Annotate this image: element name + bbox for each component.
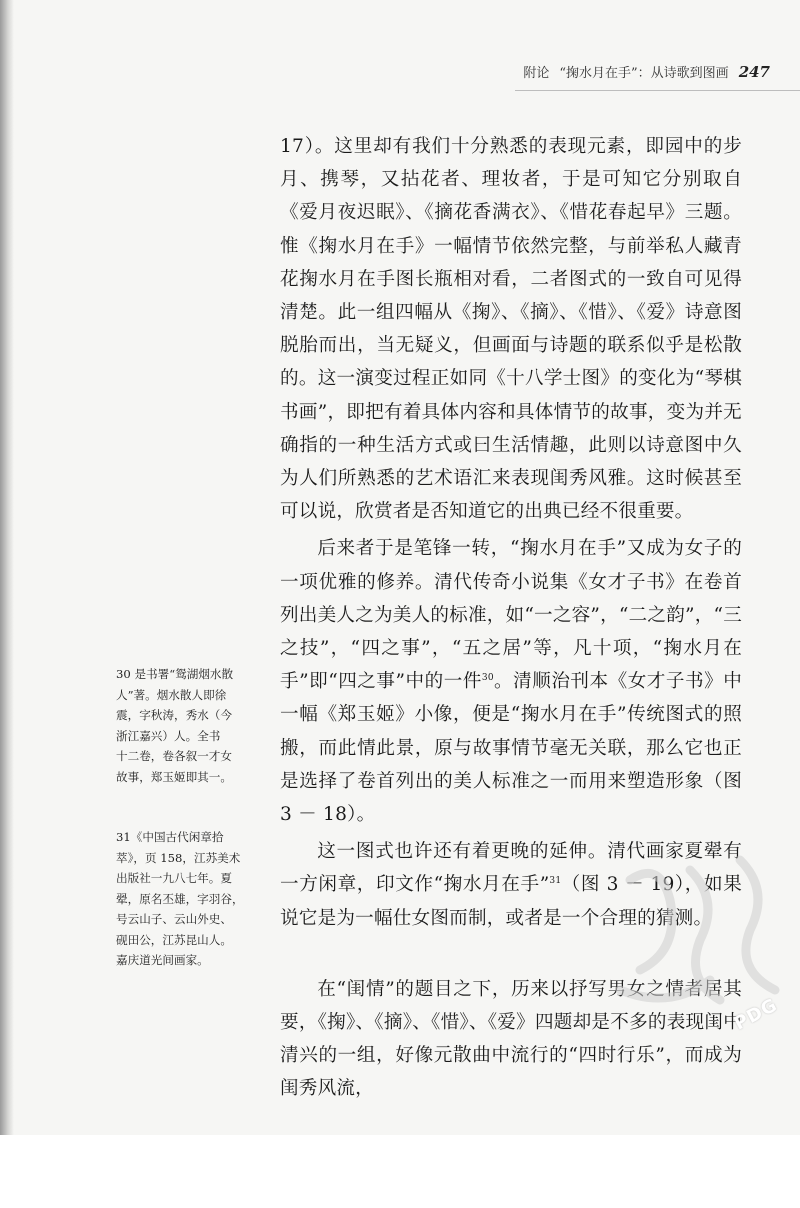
note-line: 31《中国古代闲章拾 — [116, 830, 224, 844]
text-line: 17）。这里却有我们十分熟悉的表现元素，即园中的步月、 — [280, 136, 742, 191]
paragraph-2 — [280, 532, 742, 831]
footnote-31 — [116, 827, 258, 971]
note-line: 人”著。烟水散人即徐 — [116, 687, 227, 702]
note-line: 翚，原名丕雄，字羽谷， — [116, 891, 244, 906]
text-line: 中的一件 — [405, 671, 482, 693]
text-line: 的出典已经不很重要。 — [505, 501, 694, 523]
text-line: 《掬》、《摘》、《惜》、《爱》四题却是不多的表现闺中清兴的 — [280, 1012, 742, 1067]
footnote-ref-30: 30 — [481, 673, 494, 684]
watermark-text: PDG — [730, 994, 782, 1035]
page-bottom-margin — [0, 1135, 800, 1208]
footnote-ref-31: 31 — [549, 876, 562, 887]
text-line: 之事”，“五之居”等，凡十项，“掬水月在手”即“四之事” — [280, 638, 742, 693]
text-line: 在手》一幅情节依然完整，与前举私人藏青花掬水月在手 — [280, 235, 742, 290]
page-gutter-shadow — [0, 0, 14, 1150]
note-line: 出版社一九八七年。夏 — [116, 871, 232, 885]
header-section: 附论 — [523, 66, 550, 81]
text-line: （图 3 － 19），如果说它 — [280, 874, 742, 929]
text-line: 是为一幅仕女图而制，或者是一个合理的猜测。 — [317, 907, 713, 929]
paragraph-1 — [280, 130, 742, 528]
note-line: 十二卷，卷各叙一才女 — [116, 749, 232, 763]
running-header — [523, 62, 770, 81]
text-line: 迟眠》、《摘花香满衣》、《惜花春起早》三题。惟《掬水月 — [280, 202, 742, 257]
text-line: 携琴，又拈花者、理妆者，于是可知它分别取自《爱月夜 — [280, 169, 742, 224]
text-line: 后来者于是笔锋一转，“掬水月在手”又成为女子的一 — [280, 538, 742, 593]
text-line: 项优雅的修养。清代传奇小说集《女才子书》在卷首列出 — [280, 571, 743, 626]
note-line: 砚田公，江苏昆山人。 — [116, 932, 232, 947]
text-line: 美人之为美人的标准，如“一之容”，“二之韵”，“三之技”，“四 — [280, 604, 742, 660]
page-number: 247 — [738, 63, 770, 81]
text-line: 内容和具体情节的故事，变为并无确指的一种生活方式或 — [280, 401, 742, 456]
note-line: 震，字秋涛，秀水（今 — [116, 708, 232, 722]
text-line: 便是“掬水月在手”传统图式的照搬，而此情此景，原与 — [280, 704, 742, 759]
text-line: 一组，好像元散曲中流行的“四时行乐”，而成为闺秀风流， — [280, 1045, 742, 1100]
footnote-30 — [116, 664, 258, 787]
text-line: 。清顺治刊本《女才子书》中一幅《郑玉姬》小像， — [280, 671, 742, 726]
text-line: 如同《十八学士图》的变化为“琴棋书画”，即把有着具体 — [280, 368, 742, 423]
note-line: 30 是书署“鸳湖烟水散 — [116, 667, 234, 681]
header-title: “掬水月在手”：从诗歌到图画 — [559, 66, 729, 81]
note-line: 嘉庆道光间画家。 — [116, 953, 209, 967]
text-line: 这一图式也许还有着更晚的延伸。清代画家夏翚有一 — [280, 841, 742, 896]
text-line: 标准之一而用来塑造形象（图 3 － 18）。 — [280, 770, 742, 826]
note-line: 萃》，页 158，江苏美术 — [116, 850, 241, 865]
text-line: 故事情节毫无关联，那么它也正是选择了卷首列出的美人 — [280, 737, 742, 792]
text-line: 在“闺情”的题目之下，历来以抒写男女之情者居其要， — [280, 978, 742, 1034]
note-line: 号云山子、云山外史、 — [116, 912, 232, 926]
text-line: 幅从《掬》、《摘》、《惜》、《爱》诗意图脱胎而出，当无疑 — [280, 302, 743, 357]
text-line: 义，但画面与诗题的联系似乎是松散的。这一演变过程正 — [280, 335, 742, 390]
text-line: 方闲章，印文作“掬水月在手” — [299, 874, 550, 896]
text-line: 图长瓶相对看，二者图式的一致自可见得清楚。此一组四 — [280, 268, 742, 324]
note-line: 故事，郑玉姬即其一。 — [116, 769, 232, 784]
note-line: 浙江嘉兴）人。全书 — [116, 728, 221, 743]
text-line: 来表现闺秀风雅。这时候甚至可以说，欣赏者是否知道它 — [280, 468, 742, 523]
text-line: 曰生活情趣，此则以诗意图中久为人们所熟悉的艺术语汇 — [280, 434, 742, 490]
header-rule — [515, 90, 800, 91]
